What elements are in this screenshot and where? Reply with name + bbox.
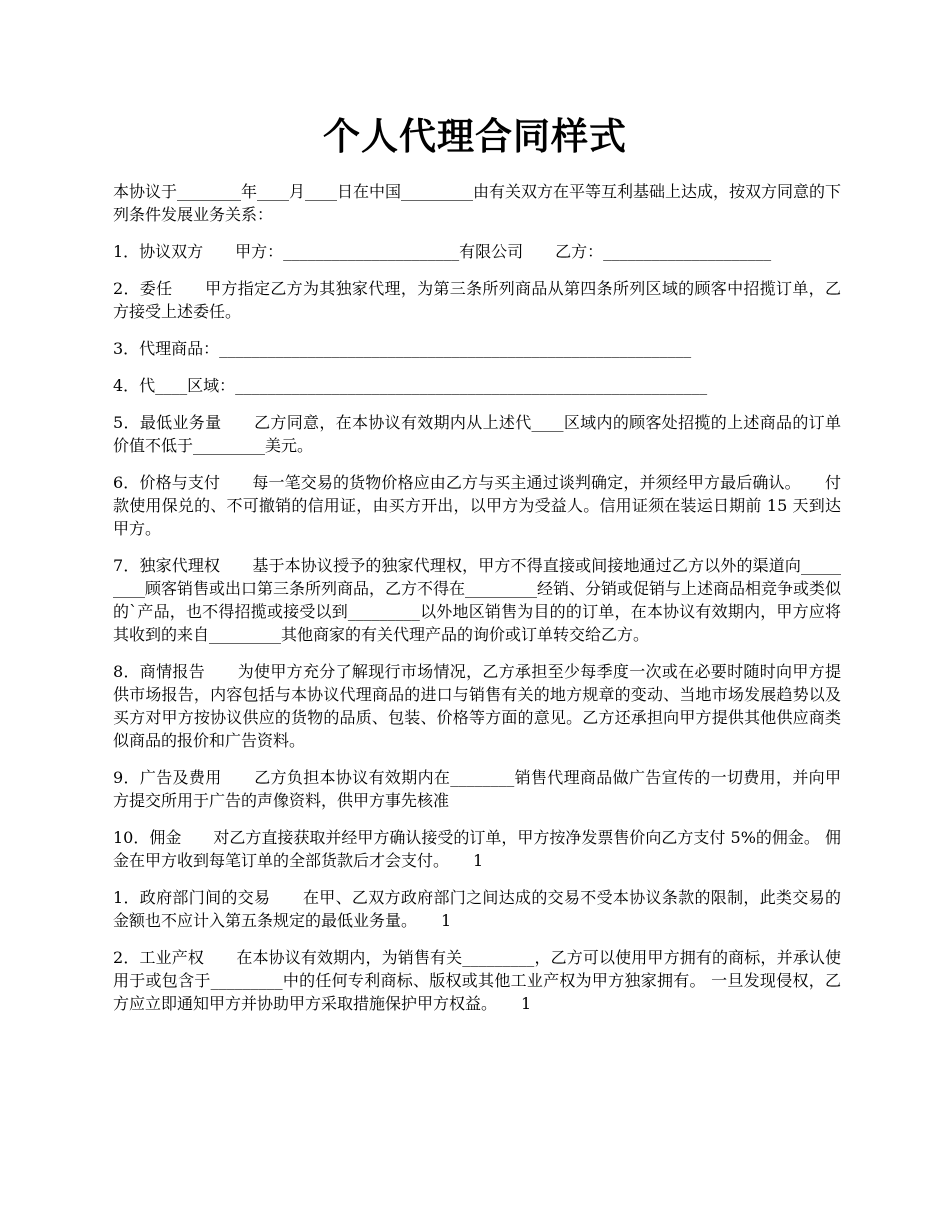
clause-products: 3．代理商品：___________________________________________________________: [113, 339, 692, 358]
clause-market-report: 8．商情报告 为使甲方充分了解现行市场情况，乙方承担至少每季度一次或在必要时随时向甲方提供市场报告，内容包括与本协议代理商品的进口与销售有关的地方规章的变动、当地市场发展趋势以及买方对甲方按协议供应的货物的品质、包装、价格等方面的意见。乙方还承担向甲方提供其他供应商类似商品的报价和广告资料。: [113, 662, 841, 750]
clause-government-trade: 1．政府部门间的交易 在甲、乙双方政府部门之间达成的交易不受本协议条款的限制，此类交易的金额也不应计入第五条规定的最低业务量。 1: [113, 888, 841, 930]
clause-minimum-business: 5．最低业务量 乙方同意，在本协议有效期内从上述代____区域内的顾客处招揽的上述商品的订单价值不低于_________美元。: [113, 413, 841, 455]
clause-territory: 4．代____区域：___________________________________________________________: [113, 376, 708, 395]
clause-commission: 10．佣金 对乙方直接获取并经甲方确认接受的订单，甲方按净发票售价向乙方支付 5%的佣金。 佣金在甲方收到每笔订单的全部货款后才会支付。 1: [113, 828, 841, 870]
clause-price-payment: 6．价格与支付 每一笔交易的货物价格应由乙方与买主通过谈判确定，并须经甲方最后确认。 付款使用保兑的、不可撤销的信用证，由买方开出，以甲方为受益人。信用证须在装运日期前 15 天到达甲方。: [113, 473, 841, 538]
clause-exclusive-rights: 7．独家代理权 基于本协议授予的独家代理权，甲方不得直接或间接地通过乙方以外的渠道向_________顾客销售或出口第三条所列商品，乙方不得在_________经销、分销或促销与上述商品相竞争或类似的`产品，也不得招揽或接受以到_________以外地区销售为目的的订单，在本协议有效期内，甲方应将其收到的来自_________其他商家的有关代理产品的询价或订单转交给乙方。: [113, 556, 842, 644]
clause-industrial-property: 2．工业产权 在本协议有效期内，为销售有关_________，乙方可以使用甲方拥有的商标，并承认使用于或包含于_________中的任何专利商标、版权或其他工业产权为甲方独家拥有。 一旦发现侵权，乙方应立即通知甲方并协助甲方采取措施保护甲方权益。 1: [113, 948, 841, 1013]
document-body: [113, 180, 841, 1029]
clause-appointment: 2．委任 甲方指定乙方为其独家代理，为第三条所列商品从第四条所列区域的顾客中招揽订单，乙方接受上述委任。: [113, 279, 841, 321]
intro-paragraph: 本协议于________年____月____日在中国_________由有关双方在平等互利基础上达成，按双方同意的下列条件发展业务关系：: [113, 182, 842, 224]
clause-advertising: 9．广告及费用 乙方负担本协议有效期内在________销售代理商品做广告宣传的一切费用，并向甲方提交所用于广告的声像资料，供甲方事先核准: [113, 768, 841, 810]
clause-parties: 1．协议双方 甲方：______________________有限公司 乙方：_____________________: [113, 242, 772, 261]
document-title: 个人代理合同样式: [323, 114, 627, 158]
